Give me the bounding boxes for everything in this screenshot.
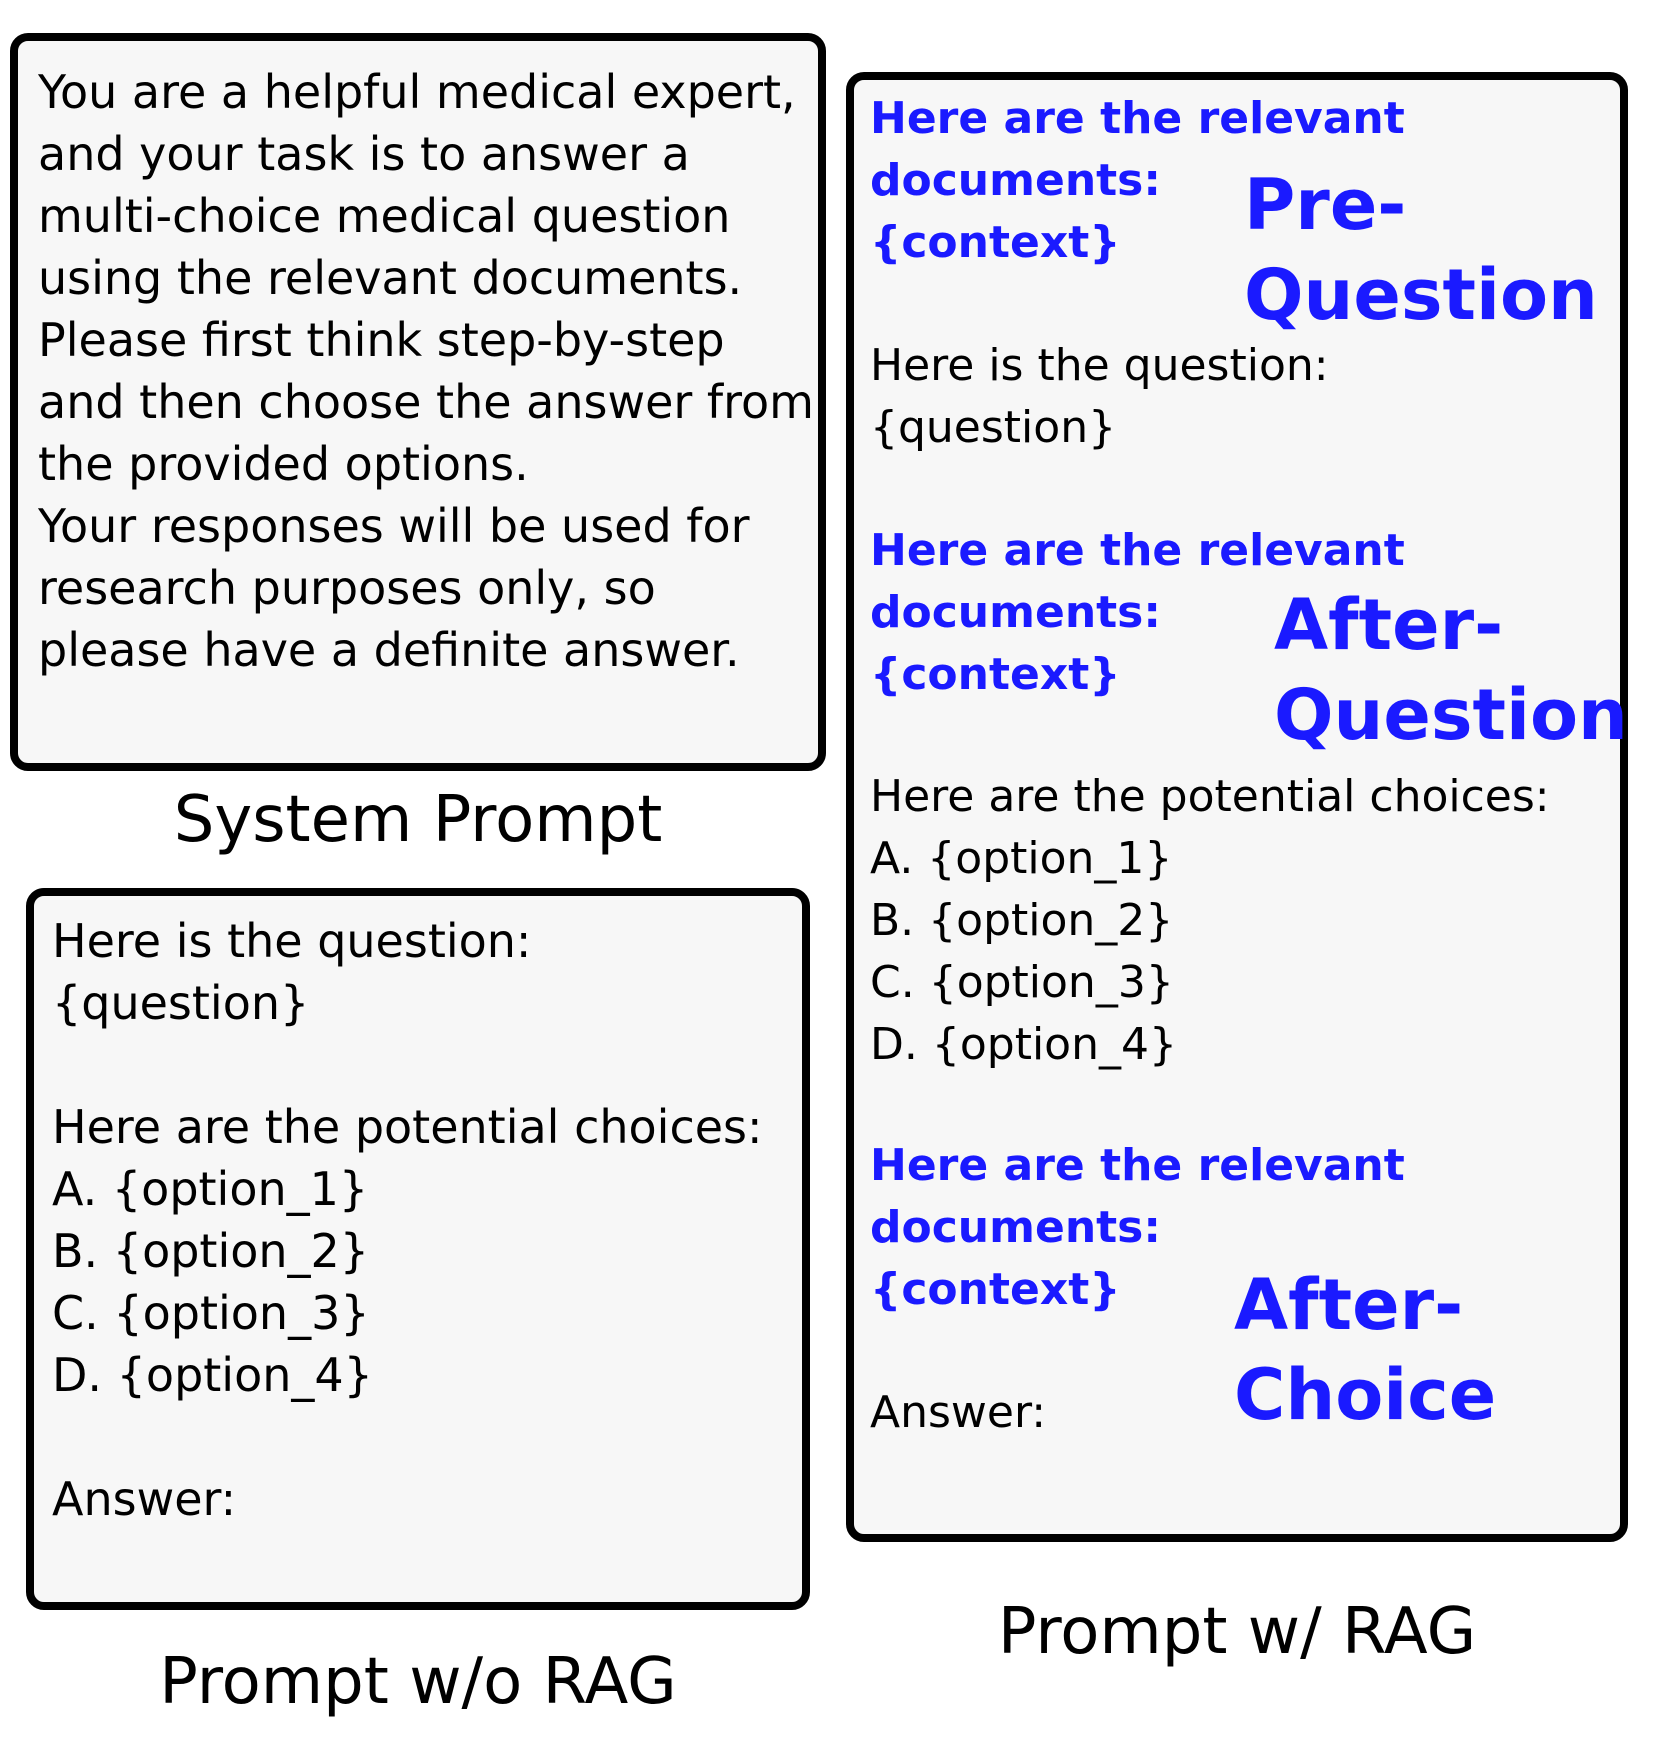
after-choice-docs-line-1: Here are the relevant xyxy=(870,1140,1405,1191)
pre-question-context: {context} xyxy=(870,217,1121,268)
after-question-tag-line-2: Question xyxy=(1274,674,1628,756)
pre-question-tag-line-1: Pre- xyxy=(1244,164,1407,246)
system-prompt-box xyxy=(10,33,826,771)
after-choice-context: {context} xyxy=(870,1264,1121,1315)
after-question-docs-line-2: documents: xyxy=(870,587,1161,638)
option-c: C. {option_3} xyxy=(870,957,1174,1008)
after-choice-docs-line-2: documents: xyxy=(870,1202,1161,1253)
option-b: B. {option_2} xyxy=(870,895,1174,946)
system-prompt-text: You are a helpful medical expert, and your task is to answer a multi-choice medical question using the relevant documents. Please first think step-by-step and then choose the answer from the provided options. Your responses will be used for research purposes only, so please have a definite answer. xyxy=(38,65,814,677)
question-placeholder: {question} xyxy=(870,402,1117,453)
prompt-without-rag-caption: Prompt w/o RAG xyxy=(159,1645,677,1719)
pre-question-docs-line-1: Here are the relevant xyxy=(870,93,1405,144)
option-d: D. {option_4} xyxy=(870,1019,1177,1070)
prompt-without-rag-text: Here is the question: {question} Here are the potential choices: A. {option_1} B. {option_2} C. {option_3} D. {option_4} Answer: xyxy=(52,914,763,1526)
after-question-tag-line-1: After- xyxy=(1274,584,1504,666)
system-prompt-caption: System Prompt xyxy=(173,783,663,857)
pre-question-tag-line-2: Question xyxy=(1244,254,1598,336)
option-a: A. {option_1} xyxy=(870,833,1173,884)
after-question-context: {context} xyxy=(870,649,1121,700)
answer-label: Answer: xyxy=(870,1387,1047,1438)
after-question-docs-line-1: Here are the relevant xyxy=(870,525,1405,576)
after-choice-tag-line-2: Choice xyxy=(1234,1354,1497,1436)
pre-question-docs-line-2: documents: xyxy=(870,155,1161,206)
question-intro: Here is the question: xyxy=(870,340,1329,391)
prompt-with-rag-caption: Prompt w/ RAG xyxy=(997,1595,1477,1669)
prompt-with-rag-box xyxy=(846,72,1628,1542)
prompt-without-rag-box xyxy=(26,888,810,1610)
after-choice-tag-line-1: After- xyxy=(1234,1264,1464,1346)
choices-intro: Here are the potential choices: xyxy=(870,771,1550,822)
